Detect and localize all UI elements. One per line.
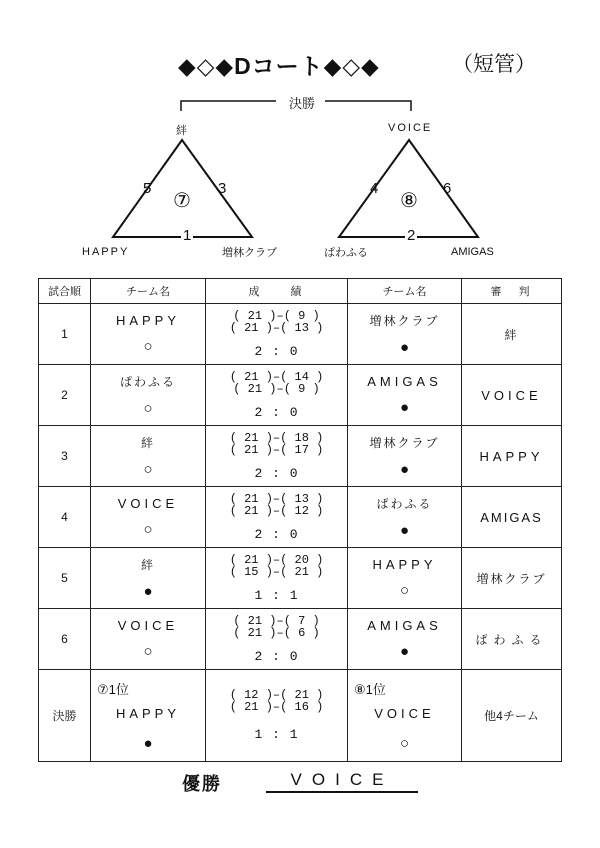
team-a-cell (91, 609, 206, 670)
right-group-mark: ⑧ (400, 190, 418, 212)
game1-score: ( 21 )–( 14 ) (229, 369, 324, 384)
team-b-name: 増林クラブ (369, 436, 440, 450)
team-b-cell (348, 365, 462, 426)
bracket-diagram (0, 0, 600, 270)
team-a-result-mark: ○ (143, 643, 153, 660)
team-a-cell (91, 670, 206, 762)
team-b-name: AMIGAS (367, 618, 442, 633)
team-a-result-mark: ○ (143, 338, 153, 355)
team-a-cell (91, 365, 206, 426)
team-a-rank: ⑦1位 (97, 682, 129, 697)
team-b-result-mark: ● (399, 461, 410, 478)
table-row (39, 304, 562, 365)
table-row (39, 548, 562, 609)
team-a-name: ぱわふる (119, 375, 176, 389)
table-header-row (39, 279, 562, 304)
team-b-cell (348, 609, 462, 670)
left-side-right-number: 3 (218, 180, 227, 197)
match-total: 2 : 0 (254, 343, 299, 359)
team-b-cell (348, 304, 462, 365)
match-no: 1 (39, 304, 91, 365)
match-total: 1 : 1 (254, 727, 299, 742)
team-b-cell (348, 548, 462, 609)
referee-cell: AMIGAS (462, 487, 562, 548)
referee-cell: 増林クラブ (462, 548, 562, 609)
score-cell (206, 426, 348, 487)
team-b-cell (348, 670, 462, 762)
court-subtitle: （短管） (452, 53, 536, 76)
team-b-result-mark: ● (399, 522, 410, 539)
match-no: 3 (39, 426, 91, 487)
match-total: 2 : 0 (254, 465, 299, 481)
team-a-result-mark: ○ (143, 461, 153, 478)
match-no: 6 (39, 609, 91, 670)
game2-score: ( 21 )–( 9 ) (233, 381, 320, 396)
right-side-bottom-number: 2 (407, 227, 416, 244)
team-a-result-mark: ○ (143, 400, 153, 417)
match-total: 1 : 1 (254, 587, 299, 603)
right-bottom-right-team: AMIGAS (451, 246, 494, 258)
bracket-lines (0, 0, 600, 270)
referee-cell: HAPPY (462, 426, 562, 487)
game1-score: ( 21 )–( 7 ) (233, 613, 320, 628)
match-total: 2 : 0 (254, 526, 299, 542)
header-match-no: 試合順 (39, 279, 91, 304)
court-title: ◆◇◆Dコート◆◇◆ (178, 53, 380, 79)
game2-score: ( 21 )–( 16 ) (229, 700, 324, 714)
champion-line (0, 770, 600, 800)
team-b-result-mark: ○ (399, 735, 410, 752)
team-a-name: VOICE (117, 496, 179, 511)
game2-score: ( 21 )–( 17 ) (229, 442, 324, 457)
match-no: 決勝 (39, 670, 91, 762)
left-side-left-number: 5 (143, 180, 152, 197)
champion-team: VOICE (266, 770, 418, 793)
champion-label: 優勝 (182, 774, 222, 794)
team-a-cell (91, 548, 206, 609)
team-b-cell (348, 426, 462, 487)
header-referee: 審 判 (462, 279, 562, 304)
game1-score: ( 21 )–( 9 ) (233, 308, 320, 323)
final-connector-right (325, 101, 411, 111)
header-team-b: チーム名 (348, 279, 462, 304)
team-b-result-mark: ● (399, 643, 410, 660)
team-b-result-mark: ○ (399, 582, 410, 599)
right-side-right-number: 6 (443, 180, 452, 197)
results-table (38, 278, 562, 762)
team-b-name: VOICE (374, 706, 435, 721)
referee-cell: ぱわふる (462, 609, 562, 670)
team-a-name: VOICE (117, 618, 179, 633)
right-top-team: VOICE (388, 122, 433, 134)
header-team-a: チーム名 (91, 279, 206, 304)
left-side-bottom-number: 1 (183, 227, 192, 244)
table-row (39, 487, 562, 548)
team-b-name: AMIGAS (367, 374, 442, 389)
team-a-name: 絆 (140, 558, 155, 572)
score-cell (206, 548, 348, 609)
score-cell (206, 670, 348, 762)
team-b-name: 増林クラブ (369, 314, 440, 328)
team-b-rank: ⑧1位 (354, 682, 386, 697)
game1-score: ( 21 )–( 13 ) (229, 491, 324, 506)
team-a-name: HAPPY (115, 706, 181, 721)
table-row (39, 426, 562, 487)
left-bottom-left-team: HAPPY (82, 246, 130, 258)
header-score: 成 績 (206, 279, 348, 304)
left-bottom-right-team: 増林クラブ (222, 247, 277, 259)
team-a-cell (91, 426, 206, 487)
game1-score: ( 21 )–( 20 ) (229, 552, 324, 567)
final-connector-left (181, 101, 276, 111)
team-a-result-mark: ○ (143, 521, 153, 538)
team-b-result-mark: ● (399, 339, 410, 356)
team-b-name: HAPPY (372, 557, 437, 572)
team-b-name: ぱわふる (376, 497, 433, 511)
referee-cell: VOICE (462, 365, 562, 426)
team-a-result-mark: ● (143, 583, 153, 600)
game2-score: ( 21 )–( 6 ) (233, 625, 320, 640)
team-a-name: 絆 (140, 436, 155, 450)
team-a-result-mark: ● (143, 735, 153, 752)
game2-score: ( 15 )–( 21 ) (229, 564, 324, 579)
team-a-cell (91, 304, 206, 365)
referee-cell: 他4チーム (462, 670, 562, 762)
match-no: 5 (39, 548, 91, 609)
game1-score: ( 21 )–( 18 ) (229, 430, 324, 445)
match-no: 4 (39, 487, 91, 548)
match-total: 2 : 0 (254, 648, 299, 664)
match-no: 2 (39, 365, 91, 426)
score-cell (206, 304, 348, 365)
score-cell (206, 487, 348, 548)
table-row (39, 365, 562, 426)
team-a-name: HAPPY (115, 313, 181, 328)
team-b-result-mark: ● (399, 399, 410, 416)
left-group-mark: ⑦ (173, 190, 191, 212)
team-a-cell (91, 487, 206, 548)
table-row (39, 609, 562, 670)
right-bottom-left-team: ぱわふる (324, 247, 368, 259)
game1-score: ( 12 )–( 21 ) (229, 688, 324, 702)
game2-score: ( 21 )–( 12 ) (229, 503, 324, 518)
left-top-team: 絆 (176, 125, 187, 137)
team-b-cell (348, 487, 462, 548)
right-side-left-number: 4 (370, 180, 379, 197)
score-cell (206, 365, 348, 426)
referee-cell: 絆 (462, 304, 562, 365)
game2-score: ( 21 )–( 13 ) (229, 320, 324, 335)
final-label: 決勝 (286, 93, 318, 112)
score-cell (206, 609, 348, 670)
final-row (39, 670, 562, 762)
match-total: 2 : 0 (254, 404, 299, 420)
